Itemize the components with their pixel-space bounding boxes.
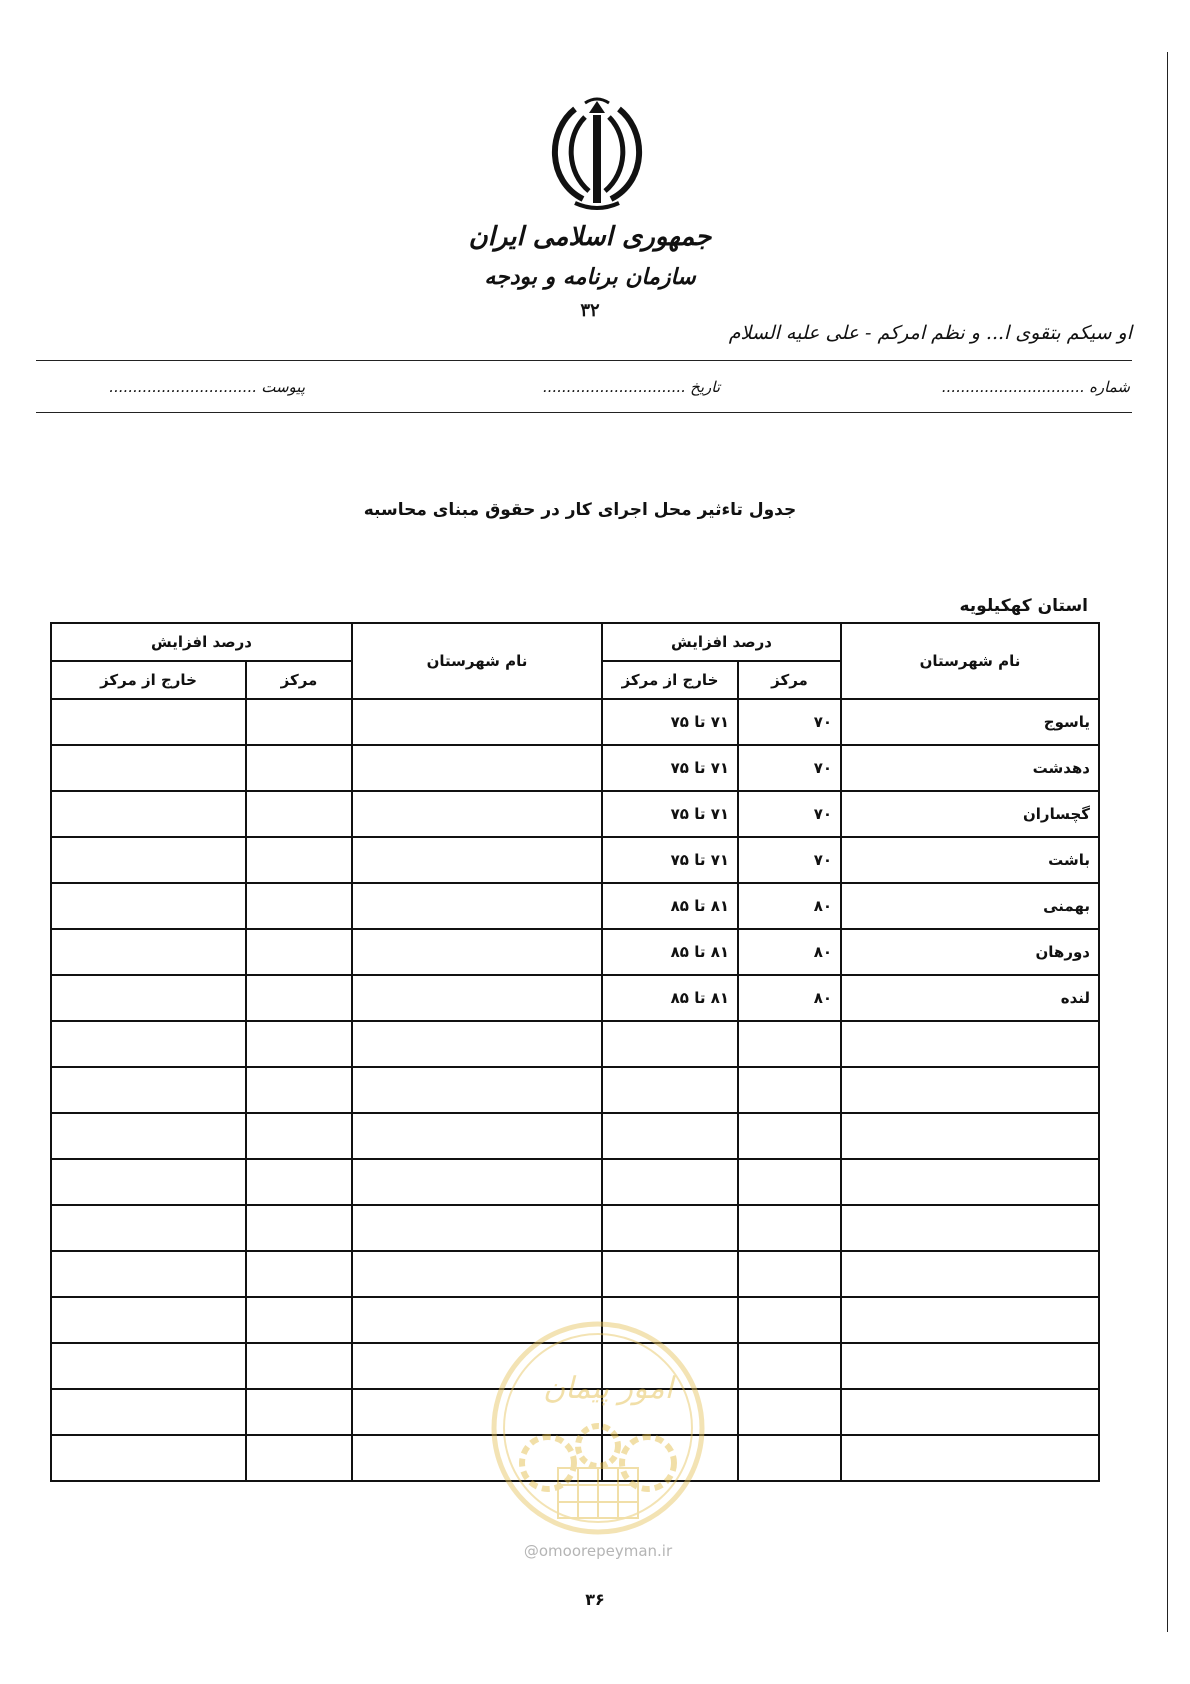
city-cell: دورهان — [841, 929, 1099, 975]
empty-cell — [51, 883, 246, 929]
outside-cell: ۸۱ تا ۸۵ — [602, 883, 738, 929]
city-cell: باشت — [841, 837, 1099, 883]
table-row — [51, 745, 1099, 791]
header-center-1: مرکز — [738, 661, 841, 699]
header-city-2: نام شهرستان — [352, 623, 602, 699]
empty-cell — [352, 699, 602, 745]
table-row-empty — [51, 1159, 1099, 1205]
table-row-empty — [51, 1021, 1099, 1067]
empty-cell — [352, 837, 602, 883]
city-cell: بهمنی — [841, 883, 1099, 929]
header-increase-2: درصد افزایش — [51, 623, 352, 661]
empty-cell — [352, 883, 602, 929]
header-number: ۳۲ — [580, 300, 600, 321]
header-city-1: نام شهرستان — [841, 623, 1099, 699]
organization-name: سازمان برنامه و بودجه — [484, 264, 696, 290]
table-row — [51, 929, 1099, 975]
outside-cell: ۷۱ تا ۷۵ — [602, 745, 738, 791]
watermark-logo-icon — [488, 1318, 708, 1538]
empty-cell — [51, 929, 246, 975]
header-rule-top — [36, 360, 1132, 361]
page-number: ۳۶ — [585, 1590, 605, 1609]
center-cell: ۸۰ — [738, 929, 841, 975]
table-row-empty — [51, 1205, 1099, 1251]
table-row-empty — [51, 1251, 1099, 1297]
table-row — [51, 975, 1099, 1021]
date-field: تاریخ .............................. — [542, 378, 720, 396]
province-name: استان کهکیلویه — [959, 596, 1088, 616]
empty-cell — [352, 791, 602, 837]
header-rule-bottom — [36, 412, 1132, 413]
city-cell: گچساران — [841, 791, 1099, 837]
outside-cell: ۷۱ تا ۷۵ — [602, 699, 738, 745]
watermark-text: @omoorepeyman.ir — [523, 1542, 673, 1560]
center-cell: ۷۰ — [738, 791, 841, 837]
country-name: جمهوری اسلامی ایران — [468, 222, 712, 252]
empty-cell — [51, 975, 246, 1021]
attachment-field: پیوست ............................... — [108, 378, 305, 396]
table-row-empty — [51, 1067, 1099, 1113]
empty-cell — [246, 883, 352, 929]
city-cell: دهدشت — [841, 745, 1099, 791]
empty-cell — [246, 699, 352, 745]
table-row — [51, 837, 1099, 883]
empty-cell — [246, 791, 352, 837]
empty-cell — [51, 837, 246, 883]
outside-cell: ۷۱ تا ۷۵ — [602, 837, 738, 883]
header-increase-1: درصد افزایش — [602, 623, 841, 661]
empty-cell — [352, 929, 602, 975]
empty-cell — [246, 929, 352, 975]
header-motto: او سیکم بتقوی ا... و نظم امرکم - علی علیه السلام — [728, 322, 1132, 344]
header-outside-2: خارج از مرکز — [51, 661, 246, 699]
emblem-icon — [545, 95, 649, 213]
table-row-empty — [51, 1113, 1099, 1159]
center-cell: ۷۰ — [738, 837, 841, 883]
city-cell: یاسوج — [841, 699, 1099, 745]
watermark-logo-text: امور پیمان — [543, 1371, 673, 1406]
center-cell: ۸۰ — [738, 975, 841, 1021]
empty-cell — [51, 745, 246, 791]
center-cell: ۸۰ — [738, 883, 841, 929]
outside-cell: ۷۱ تا ۷۵ — [602, 791, 738, 837]
empty-cell — [246, 745, 352, 791]
empty-cell — [352, 975, 602, 1021]
table-row — [51, 883, 1099, 929]
header-outside-1: خارج از مرکز — [602, 661, 738, 699]
document-title: جدول تاءثیر محل اجرای کار در حقوق مبنای محاسبه — [363, 500, 797, 520]
center-cell: ۷۰ — [738, 745, 841, 791]
outside-cell: ۸۱ تا ۸۵ — [602, 929, 738, 975]
center-cell: ۷۰ — [738, 699, 841, 745]
header-center-2: مرکز — [246, 661, 352, 699]
empty-cell — [352, 745, 602, 791]
empty-cell — [246, 975, 352, 1021]
empty-cell — [51, 791, 246, 837]
empty-cell — [51, 699, 246, 745]
page-edge-line — [1167, 52, 1168, 1632]
number-field: شماره .............................. — [941, 378, 1130, 396]
outside-cell: ۸۱ تا ۸۵ — [602, 975, 738, 1021]
city-cell: لنده — [841, 975, 1099, 1021]
empty-cell — [246, 837, 352, 883]
table-row — [51, 791, 1099, 837]
table-row — [51, 699, 1099, 745]
